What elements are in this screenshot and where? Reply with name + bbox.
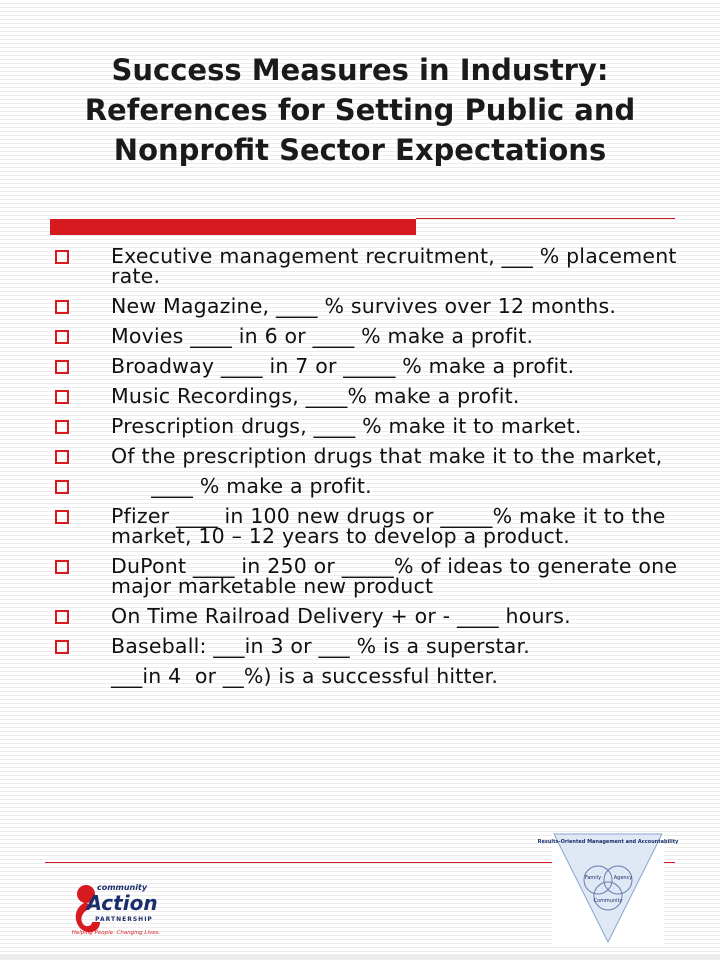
square-bullet-icon	[55, 450, 69, 464]
slide-title	[40, 50, 680, 170]
footer-bar	[0, 954, 720, 960]
list-item: DuPont ____ in 250 or _____% of ideas to generate one major marketable new product	[50, 556, 680, 596]
square-bullet-icon	[55, 360, 69, 374]
list-item: Music Recordings, ____% make a profit.	[50, 386, 680, 406]
list-item: Broadway ____ in 7 or _____ % make a profit.	[50, 356, 680, 376]
logo-line-3: PARTNERSHIP	[95, 916, 153, 923]
title-line-3: Nonprofit Sector Expectations	[113, 133, 607, 167]
diagram-label-family: Family	[584, 875, 602, 881]
square-bullet-icon	[55, 510, 69, 524]
list-item: Of the prescription drugs that make it to the market,	[50, 446, 680, 466]
square-bullet-icon	[55, 560, 69, 574]
list-item: Executive management recruitment, ___ % placement rate.	[50, 246, 680, 286]
square-bullet-icon	[55, 300, 69, 314]
diagram-label-agency: Agency	[613, 875, 633, 881]
logo-tagline: Helping People. Changing Lives.	[71, 930, 161, 936]
bullet-list	[50, 246, 680, 696]
title-line-2: References for Setting Public and	[84, 93, 636, 127]
square-bullet-icon	[55, 420, 69, 434]
list-item: On Time Railroad Delivery + or - ____ hours.	[50, 606, 680, 626]
diagram-title: Results-Oriented Management and Accountability	[537, 839, 679, 845]
title-line-1: Success Measures in Industry:	[111, 53, 609, 87]
list-item: ____ % make a profit.	[50, 476, 680, 496]
roma-triangle-diagram	[537, 832, 679, 944]
diagram-label-community: Community	[593, 898, 623, 904]
square-bullet-icon	[55, 330, 69, 344]
square-bullet-icon	[55, 610, 69, 624]
square-bullet-icon	[55, 250, 69, 264]
title-divider-thick	[50, 219, 416, 235]
list-item: New Magazine, ____ % survives over 12 months.	[50, 296, 680, 316]
square-bullet-icon	[55, 480, 69, 494]
list-item: Movies ____ in 6 or ____ % make a profit.	[50, 326, 680, 346]
list-item: Prescription drugs, ____ % make it to market.	[50, 416, 680, 436]
community-action-partnership-logo	[70, 872, 160, 944]
list-item: Baseball: ___in 3 or ___ % is a superstar.	[50, 636, 680, 656]
list-item: Pfizer ____ in 100 new drugs or _____% make it to the market, 10 – 12 years to develop a product.	[50, 506, 680, 546]
logo-line-2: Action	[86, 891, 158, 915]
square-bullet-icon	[55, 390, 69, 404]
list-item-continuation: ___in 4 or __%) is a successful hitter.	[111, 664, 499, 688]
logo-line-1: community	[96, 883, 148, 892]
title-divider-thin	[416, 218, 675, 219]
square-bullet-icon	[55, 640, 69, 654]
